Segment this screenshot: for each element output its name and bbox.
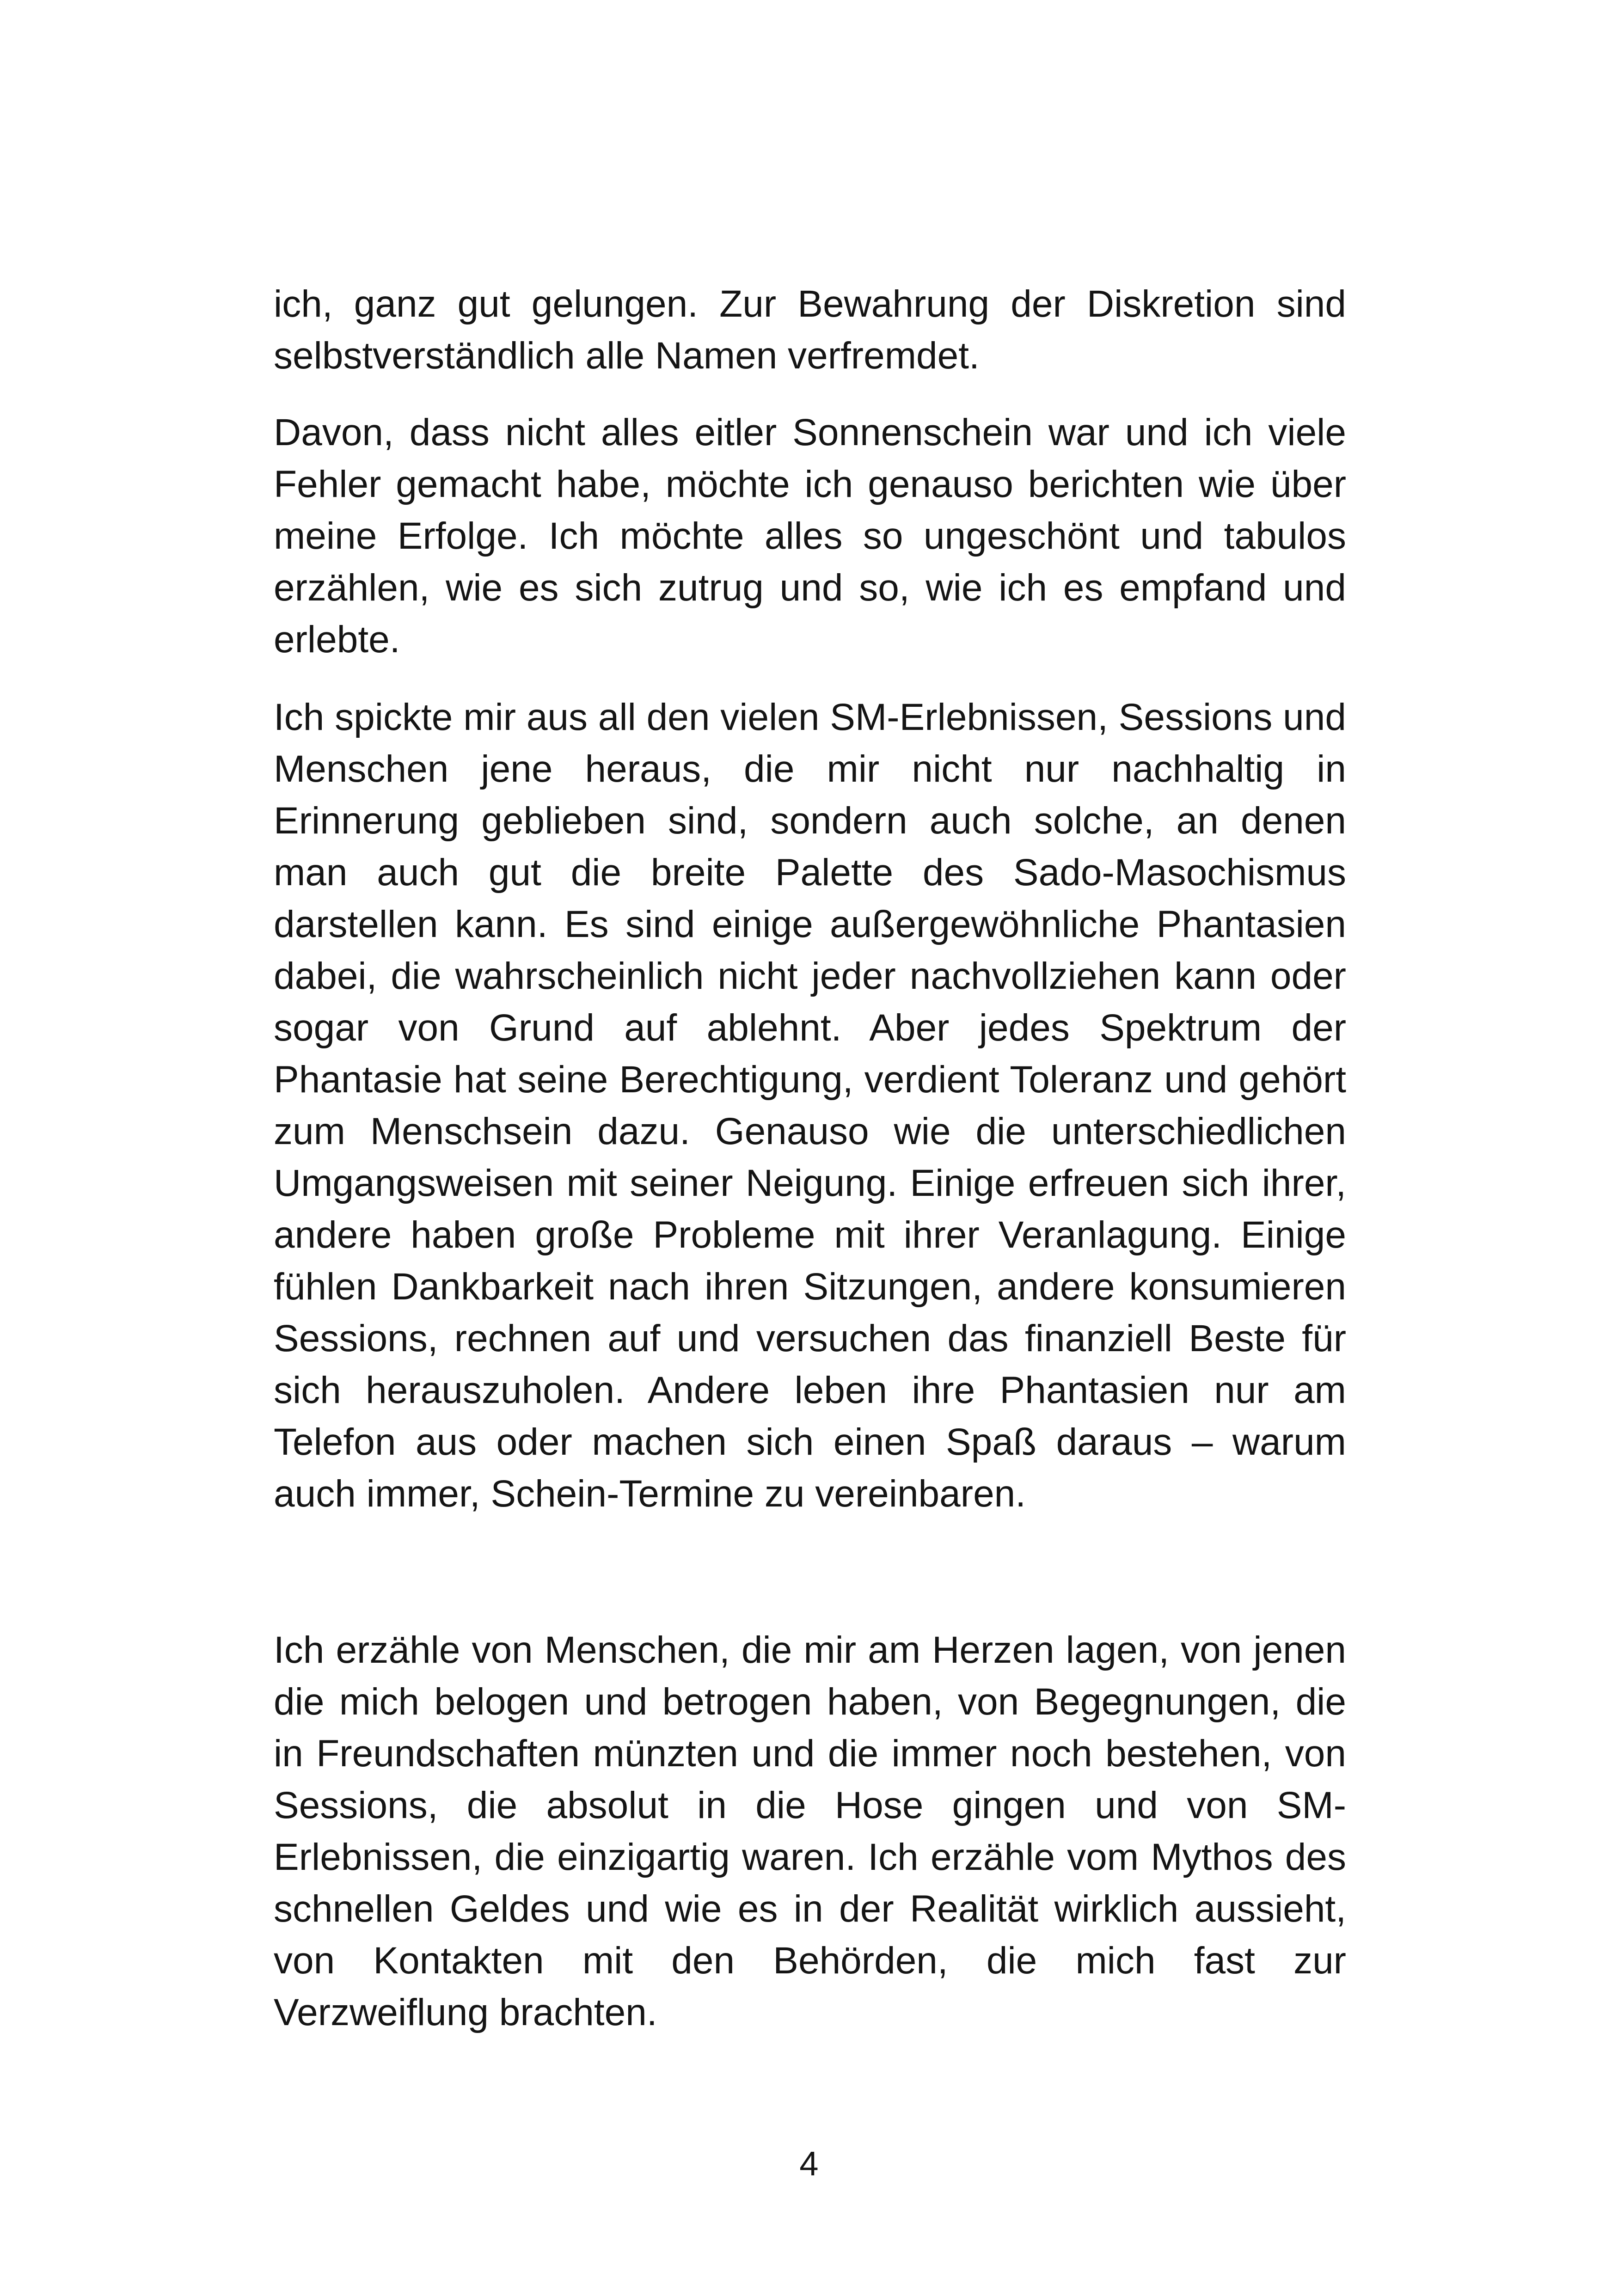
paragraph: Davon, dass nicht alles eitler Sonnenschein war und ich viele Fehler gemacht habe, möchte ich genauso berichten wie über meine Erfolge. Ich möchte alles so ungeschönt und tabulos erzählen, wie es sich zutrug und so, wie ich es empfand und erlebte.	[274, 411, 1346, 661]
paragraph: Ich spickte mir aus all den vielen SM-Erlebnissen, Sessions und Menschen jene heraus, die mir nicht nur nachhaltig in Erinnerung geblieben sind, sondern auch solche, an denen man auch gut die breite Palette des Sado-Masochismus darstellen kann. Es sind einige außergewöhnliche Phantasien dabei, die wahrscheinlich nicht jeder nachvollziehen kann oder sogar von Grund auf ablehnt. Aber jedes Spektrum der Phantasie hat seine Berechtigung, verdient Toleranz und gehört zum Menschsein dazu. Genauso wie die unterschiedlichen Umgangsweisen mit seiner Neigung. Einige erfreuen sich ihrer, andere haben große Probleme mit ihrer Veranlagung. Einige fühlen Dankbarkeit nach ihren Sitzungen, andere konsumieren Sessions, rechnen auf und versuchen das finanziell Beste für sich herauszuholen. Andere leben ihre Phantasien nur am Telefon aus oder machen sich einen Spaß daraus – warum auch immer, Schein-Termine zu vereinbaren.	[274, 696, 1346, 1515]
page-number: 4	[799, 2144, 819, 2183]
paragraph: ich, ganz gut gelungen. Zur Bewahrung der Diskretion sind selbstverständlich alle Namen verfremdet.	[274, 283, 1346, 377]
paragraph: Ich erzähle von Menschen, die mir am Herzen lagen, von jenen die mich belogen und betrogen haben, von Begegnungen, die in Freundschaften münzten und die immer noch bestehen, von Sessions, die absolut in die Hose gingen und von SM-Erlebnissen, die einzigartig waren. Ich erzähle vom Mythos des schnellen Geldes und wie es in der Realität wirklich aussieht, von Kontakten mit den Behörden, die mich fast zur Verzweiflung brachten.	[274, 1629, 1346, 2033]
